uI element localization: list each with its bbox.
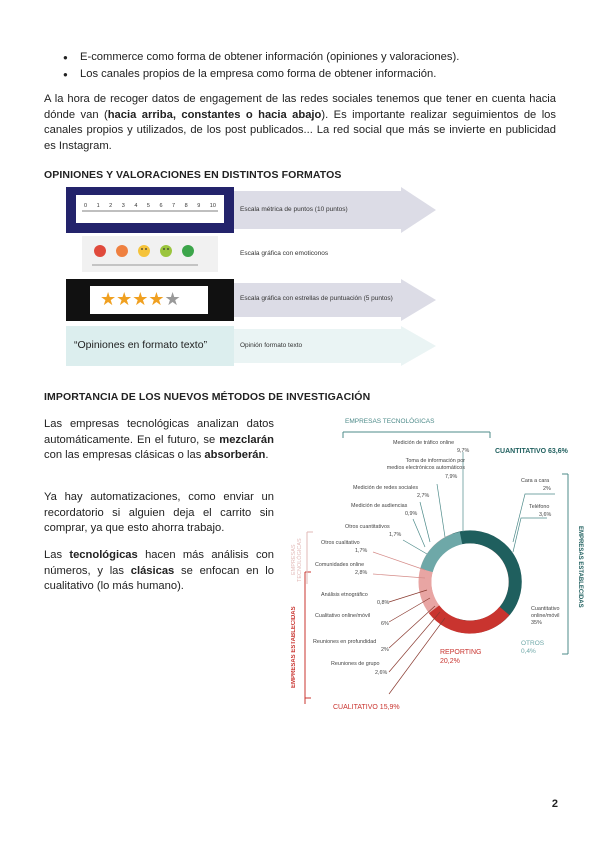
label-audiencias: Medición de audiencias [351, 503, 408, 509]
otros-label: OTROS 0,4% [521, 640, 545, 655]
research-methods-diagram [285, 412, 585, 722]
left-label-tecnologicas: EMPRESAS TECNOLÓGICAS [291, 538, 303, 582]
value-otros-cuant: 1,7% [389, 532, 402, 538]
cuantitativo-label: CUANTITATIVO 63,6% [495, 448, 568, 455]
section-title-importancia: IMPORTANCIA DE LOS NUEVOS MÉTODOS DE INVESTIGACIÓN [44, 391, 371, 403]
para-bold: hacia arriba, constantes o hacia abajo [107, 108, 322, 121]
label-trafico: Medición de tráfico online [393, 440, 455, 446]
label-otros-cual: Otros cualitativo [321, 540, 360, 546]
scale-label-metric: Escala métrica de puntos (10 puntos) [240, 206, 348, 213]
label-comunidades: Comunidades online [315, 562, 365, 568]
label-reuniones-grupo: Reuniones de grupo [331, 661, 380, 667]
para-text: ). Es importante realizar seguimientos de los canales propios y utilizados, de los post publicados... La red social que más se invierte en publicidad es Instagram. [44, 108, 556, 152]
scale-row-emoticons [66, 236, 438, 272]
right-label-establecidas: EMPRESAS ESTABLECIDAS [577, 526, 583, 608]
star-half-icon: ★ [164, 289, 181, 309]
label-telefono: Teléfono [529, 504, 550, 510]
label-cuant-online: Cuantitativo online/móvil 35% [531, 606, 560, 626]
star-icon: ★★★★ [100, 289, 165, 309]
cualitativo-label: CUALITATIVO 15,9% [333, 704, 400, 711]
reporting-label: REPORTING 20,2% [440, 649, 482, 665]
value-cual-online: 6% [381, 621, 389, 627]
label-toma: Toma de información por medios electrónicos automáticos [386, 458, 465, 471]
quote-text: “Opiniones en formato texto” [74, 339, 208, 351]
top-label: EMPRESAS TECNOLÓGICAS [345, 418, 435, 425]
para-text: A la hora de recoger datos de engagement de las redes sociales tenemos que tener en cuenta hacia dónde van ( [44, 93, 556, 121]
label-etnografico: Análisis etnográfico [321, 592, 368, 598]
value-redes: 2,7% [417, 493, 430, 499]
value-reuniones-grupo: 2,6% [375, 670, 388, 676]
left-label-establecidas: EMPRESAS ESTABLECIDAS [291, 606, 297, 688]
scale-row-text [66, 326, 438, 366]
paragraph-clasicas: Las tecnológicas hacen más análisis con números, y las clásicas se enfocan en lo cualitativo (lo más humano). [44, 549, 274, 592]
section-title-opiniones: OPINIONES Y VALORACIONES EN DISTINTOS FORMATOS [44, 169, 342, 181]
star-rating [100, 288, 181, 310]
scale-label-stars: Escala gráfica con estrellas de puntuación (5 puntos) [240, 295, 393, 302]
value-reuniones-prof: 2% [381, 647, 389, 653]
scale-row-metric [66, 187, 438, 233]
paragraph-engagement [44, 92, 556, 154]
label-cual-online: Cualitativo online/móvil [315, 613, 371, 619]
page-number: 2 [551, 798, 558, 810]
scale-row-stars [66, 279, 438, 321]
bullet-item: ● E-commerce como forma de obtener información (opiniones y valoraciones). [80, 50, 459, 65]
bullet-item: ● Los canales propios de la empresa como forma de obtener información. [80, 67, 436, 82]
scale-label-emoticons: Escala gráfica con emoticonos [240, 250, 329, 257]
label-redes: Medición de redes sociales [353, 485, 419, 491]
value-etnografico: 0,8% [377, 600, 390, 606]
value-trafico: 9,7% [457, 448, 470, 454]
scale-numbers: 0 1 2 3 4 5 6 7 8 9 10 [84, 203, 216, 209]
value-cara: 2% [543, 486, 551, 492]
value-toma: 7,9% [445, 474, 458, 480]
paragraph-tecnologicas: Las empresas tecnológicas analizan datos automáticamente. En el futuro, se mezclarán con las empresas clásicas o las absorberán. [44, 418, 274, 461]
value-comunidades: 2,8% [355, 570, 368, 576]
label-otros-cuant: Otros cuantitativos [345, 524, 390, 530]
label-cara: Cara a cara [521, 478, 550, 484]
scale-label-text: Opinión formato texto [240, 342, 303, 349]
value-telefono: 3,6% [539, 512, 552, 518]
label-reuniones-prof: Reuniones en profundidad [313, 639, 377, 645]
paragraph-automatizaciones: Ya hay automatizaciones, como enviar un recordatorio si alguien deja el carrito sin comprar, ya que esto ahorra trabajo. [44, 491, 274, 534]
value-otros-cual: 1,7% [355, 548, 368, 554]
value-audiencias: 0,9% [405, 511, 418, 517]
